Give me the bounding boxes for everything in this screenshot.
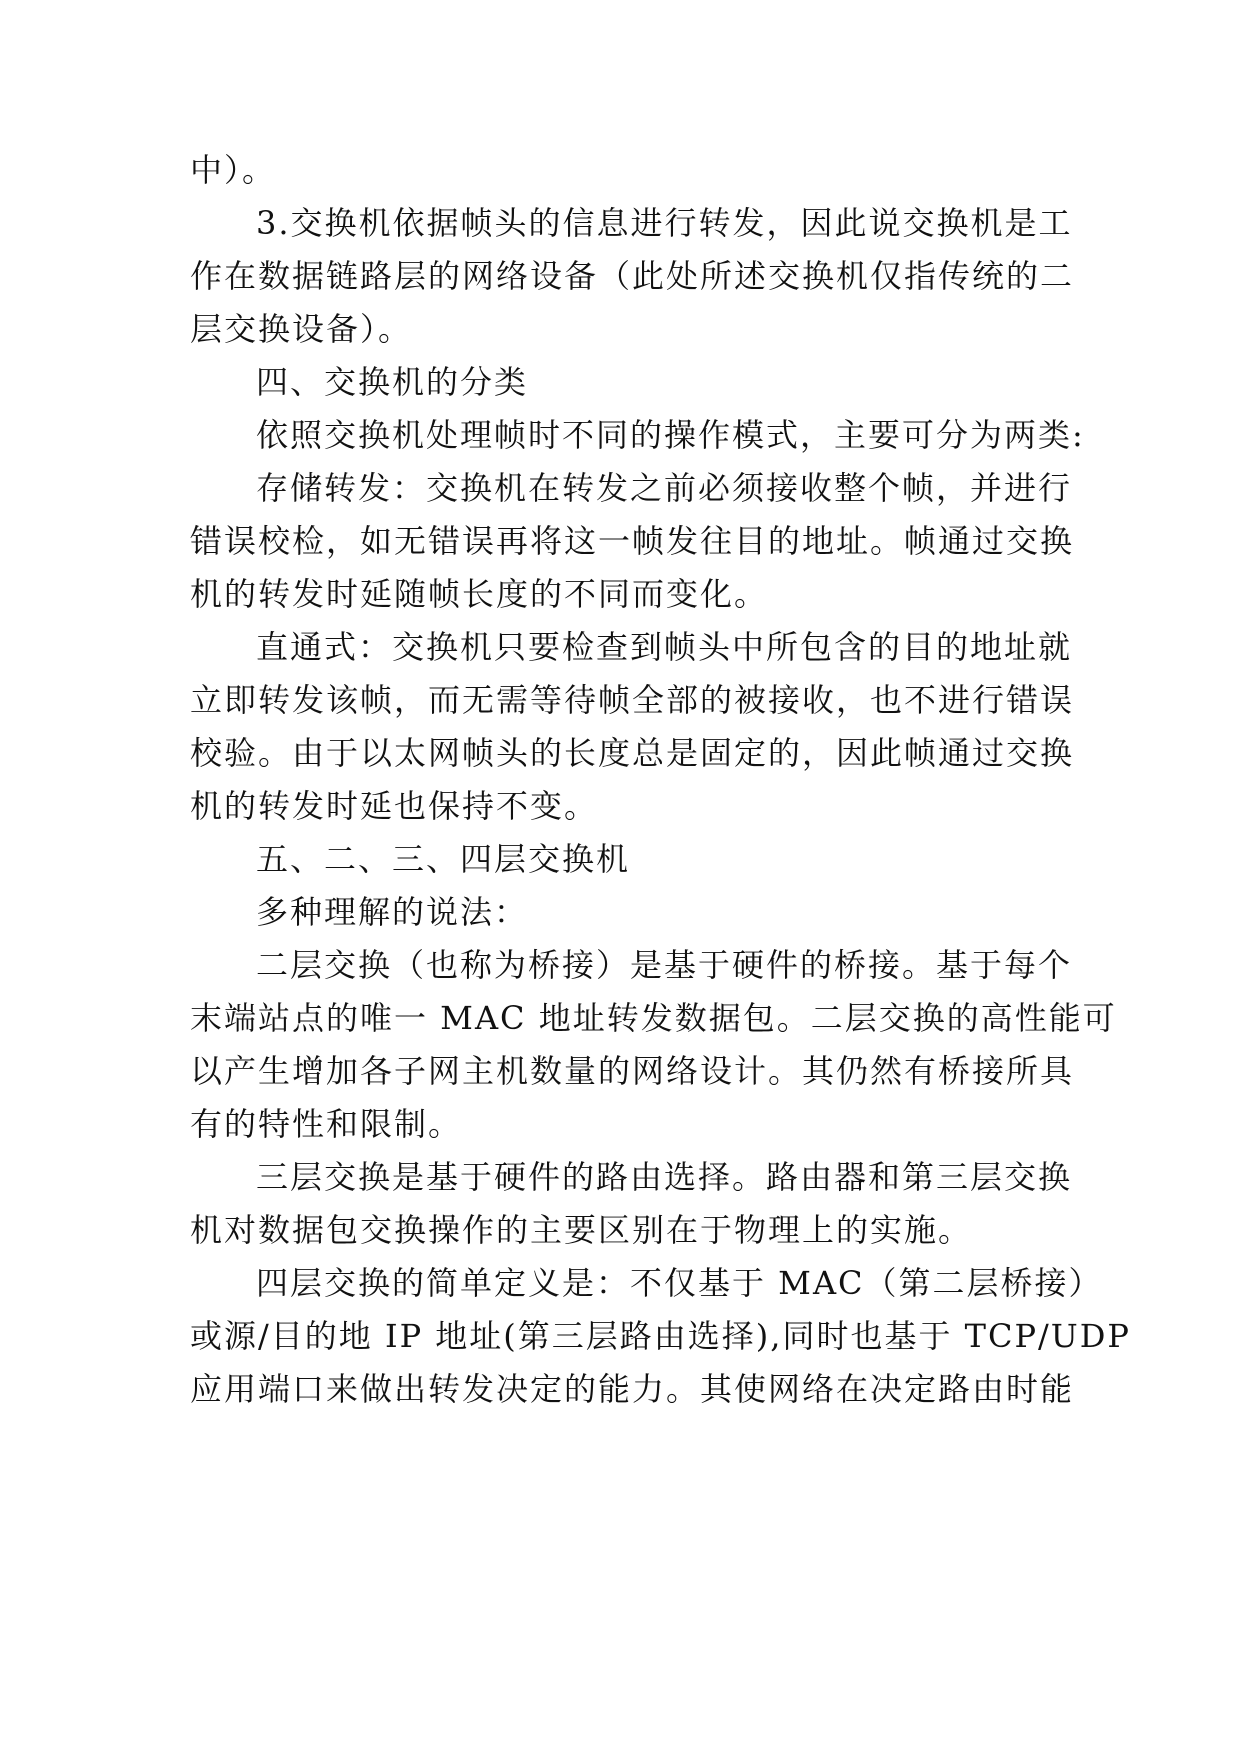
section-heading: 四、交换机的分类 — [256, 363, 529, 401]
text-line: 以产生增加各子网主机数量的网络设计。其仍然有桥接所具 — [190, 1052, 1075, 1090]
text-line: 中）。 — [190, 151, 277, 189]
text-line: 机的转发时延也保持不变。 — [190, 787, 599, 825]
text-line: 机对数据包交换操作的主要区别在于物理上的实施。 — [190, 1211, 973, 1249]
paragraph-line: 存储转发：交换机在转发之前必须接收整个帧，并进行 — [256, 469, 1073, 507]
text-line: 应用端口来做出转发决定的能力。其使网络在决定路由时能 — [190, 1370, 1075, 1408]
text-line: 机的转发时延随帧长度的不同而变化。 — [190, 575, 769, 613]
text-line: 层交换设备）。 — [190, 310, 413, 348]
paragraph-line: 四层交换的简单定义是：不仅基于 MAC（第二层桥接） — [256, 1264, 1103, 1302]
paragraph-line: 依照交换机处理帧时不同的操作模式，主要可分为两类: — [256, 416, 1085, 454]
text-line: 末端站点的唯一 MAC 地址转发数据包。二层交换的高性能可 — [190, 999, 1117, 1037]
text-line: 作在数据链路层的网络设备（此处所述交换机仅指传统的二 — [190, 257, 1075, 295]
text-line: 立即转发该帧，而无需等待帧全部的被接收，也不进行错误 — [190, 681, 1075, 719]
paragraph-line: 多种理解的说法： — [256, 893, 529, 931]
paragraph-line: 三层交换是基于硬件的路由选择。路由器和第三层交换 — [256, 1158, 1073, 1196]
text-line: 错误校检，如无错误再将这一帧发往目的地址。帧通过交换 — [190, 522, 1075, 560]
text-line: 校验。由于以太网帧头的长度总是固定的，因此帧通过交换 — [190, 734, 1075, 772]
text-line: 或源/目的地 IP 地址(第三层路由选择),同时也基于 TCP/UDP — [190, 1317, 1131, 1355]
paragraph-line: 二层交换（也称为桥接）是基于硬件的桥接。基于每个 — [256, 946, 1073, 984]
paragraph-line: 3.交换机依据帧头的信息进行转发，因此说交换机是工 — [256, 204, 1073, 242]
section-heading: 五、二、三、四层交换机 — [256, 840, 631, 878]
text-line: 有的特性和限制。 — [190, 1105, 463, 1143]
paragraph-line: 直通式：交换机只要检查到帧头中所包含的目的地址就 — [256, 628, 1073, 666]
